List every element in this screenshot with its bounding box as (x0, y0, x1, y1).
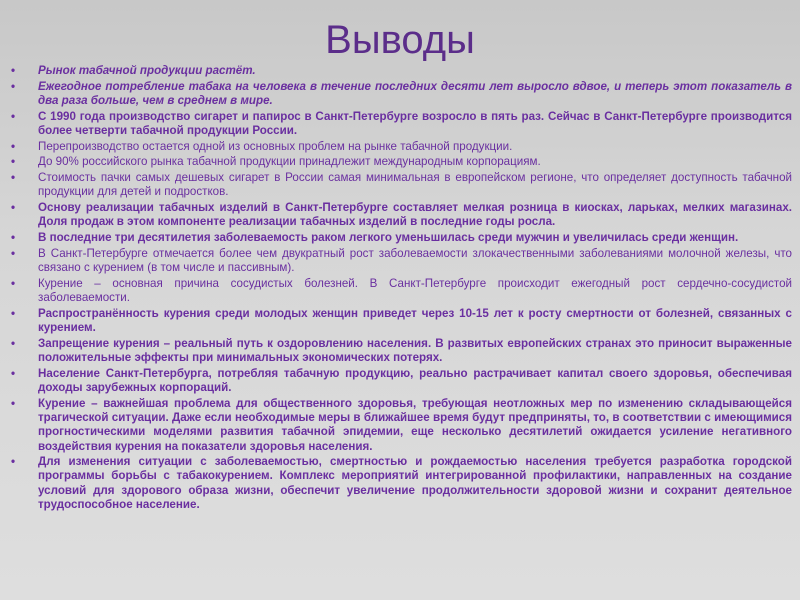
bullet-text: Распространённость курения среди молодых женщин приведет через 10-15 лет к росту смертности от болезней, связанных с курением. (38, 306, 792, 334)
bullet-item (10, 171, 792, 200)
bullet-item (10, 80, 792, 109)
bullet-text: Основу реализации табачных изделий в Санкт-Петербурге составляет мелкая розница в киосках, ларьках, мелких магазинах. Доля продаж в этом компоненте реализации табачных изделий в последние годы росла. (38, 201, 792, 229)
bullet-text: Перепроизводство остается одной из основных проблем на рынке табачной продукции. (38, 139, 513, 153)
bullet-item (10, 397, 792, 454)
bullet-dot-icon: • (11, 336, 16, 350)
bullet-text: До 90% российского рынка табачной продукции принадлежит международным корпорациям. (38, 155, 541, 169)
bullet-text: С 1990 года производство сигарет и папирос в Санкт-Петербурге возросло в пять раз. Сейчас в Санкт-Петербурге производится более четверти табачной продукции России. (38, 109, 792, 137)
slide-title: Выводы (325, 18, 475, 62)
bullet-item (10, 231, 792, 245)
bullet-dot-icon: • (11, 396, 16, 410)
bullet-item (10, 110, 792, 139)
bullet-item (10, 64, 792, 78)
bullet-dot-icon: • (11, 64, 16, 77)
bullet-text: Курение – важнейшая проблема для общественного здоровья, требующая неотложных мер по изменению складывающейся трагической ситуации. Даже если необходимые меры в ближайшее время будут предприняты, то, в соответствии с имеющимися прогностическими моделями развития табачной эпидемии, еще несколько десятилетий ожидается усиление негативного воздействия курения на показатели здоровья населения. (38, 396, 792, 453)
bullet-item (10, 455, 792, 512)
bullet-item (10, 307, 792, 336)
bullet-dot-icon: • (11, 231, 16, 244)
bullet-text: Население Санкт-Петербурга, потребляя табачную продукцию, реально растрачивает капитал своего здоровья, обеспечивая доходы зарубежных корпораций. (38, 366, 792, 394)
bullet-text: Запрещение курения – реальный путь к оздоровлению населения. В развитых европейских странах это приносит выраженные положительные эффекты при минимальных экономических потерях. (38, 336, 792, 364)
bullet-item (10, 140, 792, 154)
bullet-dot-icon: • (11, 155, 16, 169)
bullet-dot-icon: • (11, 455, 16, 469)
bullet-list (10, 64, 792, 514)
bullet-dot-icon: • (11, 139, 16, 153)
bullet-text: Курение – основная причина сосудистых болезней. В Санкт-Петербурге происходит ежегодный рост сердечно-сосудистой заболеваемости. (38, 276, 792, 304)
bullet-text: Стоимость пачки самых дешевых сигарет в России самая минимальная в европейском регионе, что определяет доступность табачной продукции для детей и подростков. (38, 171, 792, 199)
bullet-dot-icon: • (11, 366, 16, 380)
bullet-item (10, 337, 792, 366)
bullet-text: В Санкт-Петербурге отмечается более чем двукратный рост заболеваемости злокачественными заболеваниями молочной железы, что связано с курением (в том числе и пассивным). (38, 246, 792, 274)
bullet-text: Для изменения ситуации с заболеваемостью, смертностью и рождаемостью населения требуется разработка городской программы борьбы с табакокурением. Комплекс мероприятий интегрированной профилактики, направленных на создание условий для здорового образа жизни, обеспечит увеличение продолжительности здоровой жизни и сохранит деятельное трудоспособное население. (38, 455, 792, 512)
bullet-dot-icon: • (11, 109, 16, 123)
bullet-item (10, 367, 792, 396)
bullet-dot-icon: • (11, 79, 16, 93)
bullet-item (10, 155, 792, 169)
bullet-dot-icon: • (11, 171, 16, 185)
bullet-item (10, 277, 792, 306)
bullet-item (10, 201, 792, 230)
bullet-text: Рынок табачной продукции растёт. (38, 64, 256, 77)
bullet-dot-icon: • (11, 246, 16, 260)
bullet-dot-icon: • (11, 306, 16, 320)
bullet-dot-icon: • (11, 276, 16, 290)
bullet-item (10, 247, 792, 276)
bullet-dot-icon: • (11, 201, 16, 215)
bullet-text: Ежегодное потребление табака на человека в течение последних десяти лет выросло вдвое, и теперь этот показатель в два раза больше, чем в среднем в мире. (38, 79, 792, 107)
bullet-text: В последние три десятилетия заболеваемость раком легкого уменьшилась среди мужчин и увеличилась среди женщин. (38, 231, 739, 244)
